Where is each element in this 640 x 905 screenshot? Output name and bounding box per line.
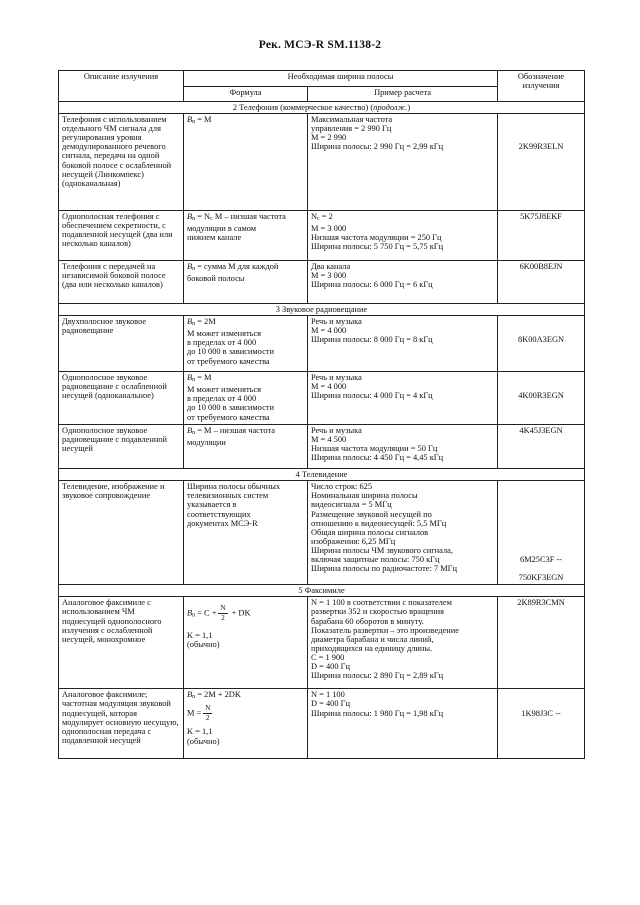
- designation-cell: 6K00B8EJN: [498, 261, 585, 304]
- formula-cell: Bn = M: [184, 114, 308, 211]
- designation-cell: 5K75J8EKF: [498, 211, 585, 261]
- formula-cell: Bn = M M может изменяться в пределах от 4 000 до 10 000 в зависимости от требуемого качества: [184, 372, 308, 425]
- fraction: $\frac{N}{2}$: [220, 604, 226, 623]
- table-row: [59, 316, 585, 372]
- formula-cell: Bn = 2M + 2DK M = $\frac{N}{2}$ K = 1,1 (обычно): [184, 689, 308, 759]
- example-cell: Два канала M = 3 000 Ширина полосы: 6 000 Гц = 6 кГц: [308, 261, 498, 304]
- formula-cell: Bn = сумма M для каждой боковой полосы: [184, 261, 308, 304]
- description-cell: Телефония с передачей на независимой боковой полосе (два или несколько каналов): [59, 261, 184, 304]
- example-cell: Максимальная частота управления = 2 990 Гц M = 2 990 Ширина полосы: 2 990 Гц = 2,99 кГц: [308, 114, 498, 211]
- example-cell: Речь и музыка M = 4 500 Низшая частота модуляции = 50 Гц Ширина полосы: 4 450 Гц = 4,45 кГц: [308, 425, 498, 469]
- col-header-designation: Обозначение излучения: [498, 71, 585, 102]
- bandwidth-table: [58, 70, 585, 759]
- table-row: [59, 372, 585, 425]
- description-cell: Телевидение, изображение и звуковое сопровождение: [59, 481, 184, 585]
- table-row: [59, 261, 585, 304]
- example-cell: Nc = 2 M = 3 000 Низшая частота модуляции = 250 Гц Ширина полосы: 5 750 Гц = 5,75 кГц: [308, 211, 498, 261]
- designation-cell: 2K99R3ELN: [498, 114, 585, 211]
- example-cell: N = 1 100 в соответствии с показателем развертки 352 и скоростью вращения барабана 60 оборотов в минуту. Показатель развертки – это произведение диаметра барабана и числа линий, приходящихся на единицу длины. C = 1 900 D = 400 Гц Ширина полосы: 2 890 Гц = 2,89 кГц: [308, 597, 498, 689]
- example-cell: Речь и музыка M = 4 000 Ширина полосы: 4 000 Гц = 4 кГц: [308, 372, 498, 425]
- description-cell: Аналоговое факсимиле; частотная модуляция звуковой поднесущей, которая модулирует основную несущую, однополосная передача с подавленной несущей: [59, 689, 184, 759]
- formula-cell: Bn = M – низшая частота модуляции: [184, 425, 308, 469]
- col-header-description: Описание излучения: [59, 71, 184, 102]
- col-header-required-bandwidth: Необходимая ширина полосы: [184, 71, 498, 87]
- description-cell: Однополосная телефония с обеспечением секретности, с подавленной несущей (два или несколько каналов): [59, 211, 184, 261]
- designation-cell: 1K98J3C --: [498, 689, 585, 759]
- example-cell: Речь и музыка M = 4 000 Ширина полосы: 8 000 Гц = 8 кГц: [308, 316, 498, 372]
- col-header-formula: Формула: [184, 86, 308, 102]
- section-title-sound-broadcasting: 3 Звуковое радиовещание: [59, 304, 585, 316]
- formula-cell: Bn = Nc M – низшая частота модуляции в самом нижнем канале: [184, 211, 308, 261]
- header-row: [59, 71, 585, 87]
- section-title-television: 4 Телевидение: [59, 469, 585, 481]
- section-title-facsimile: 5 Факсимиле: [59, 585, 585, 597]
- section-title-telephony: 2 Телефония (коммерческое качество) (продолж.): [59, 102, 585, 114]
- description-cell: Телефония с использованием отдельного ЧМ сигнала для регулирования уровня демодулированного речевого сигнала, передача на одной боковой полосе с ослабленной несущей (Линкомпекс) (одноканальная): [59, 114, 184, 211]
- formula-cell: Bn = 2M M может изменяться в пределах от 4 000 до 10 000 в зависимости от требуемого качества: [184, 316, 308, 372]
- table-row: [59, 689, 585, 759]
- formula-cell: Ширина полосы обычных телевизионных систем указывается в соответствующих документах МСЭ-R: [184, 481, 308, 585]
- fraction: $\frac{N}{2}$: [205, 704, 211, 723]
- table-row: [59, 481, 585, 585]
- designation-cell: 6M25C3F -- 750KF3EGN: [498, 481, 585, 585]
- designation-cell: 4K45J3EGN: [498, 425, 585, 469]
- example-cell: N = 1 100 D = 400 Гц Ширина полосы: 1 980 Гц = 1,98 кГц: [308, 689, 498, 759]
- designation-cell: 4K00R3EGN: [498, 372, 585, 425]
- designation-cell: 2K89R3CMN: [498, 597, 585, 689]
- section-row: [59, 102, 585, 114]
- formula-cell: Bn = C + $\frac{N}{2}$ + DK K = 1,1 (обычно): [184, 597, 308, 689]
- col-header-example: Пример расчета: [308, 86, 498, 102]
- description-cell: Аналоговое факсимиле с использованием ЧМ поднесущей однополосного излучения с ослабленной несущей, монохромное: [59, 597, 184, 689]
- description-cell: Однополосное звуковое радиовещание с подавленной несущей: [59, 425, 184, 469]
- section-row: [59, 585, 585, 597]
- description-cell: Двухполосное звуковое радиовещание: [59, 316, 184, 372]
- section-row: [59, 469, 585, 481]
- table-row: [59, 425, 585, 469]
- designation-cell: 8K00A3EGN: [498, 316, 585, 372]
- description-cell: Однополосное звуковое радиовещание с ослабленной несущей (одноканальное): [59, 372, 184, 425]
- table-row: [59, 211, 585, 261]
- section-row: [59, 304, 585, 316]
- example-cell: Число строк: 625 Номинальная ширина полосы видеосигнала = 5 МГц Размещение звуковой несущей по отношению к видеонесущей: 5,5 МГц Общая ширина полосы сигналов изображения: 6,25 МГц Ширина полосы ЧМ звукового сигнала, включая защитные полосы: 750 кГц Ширина полосы по радиочастоте: 7 МГц: [308, 481, 498, 585]
- table-row: [59, 114, 585, 211]
- table-row: [59, 597, 585, 689]
- page-title: Рек. МСЭ-R SM.1138-2: [258, 39, 382, 51]
